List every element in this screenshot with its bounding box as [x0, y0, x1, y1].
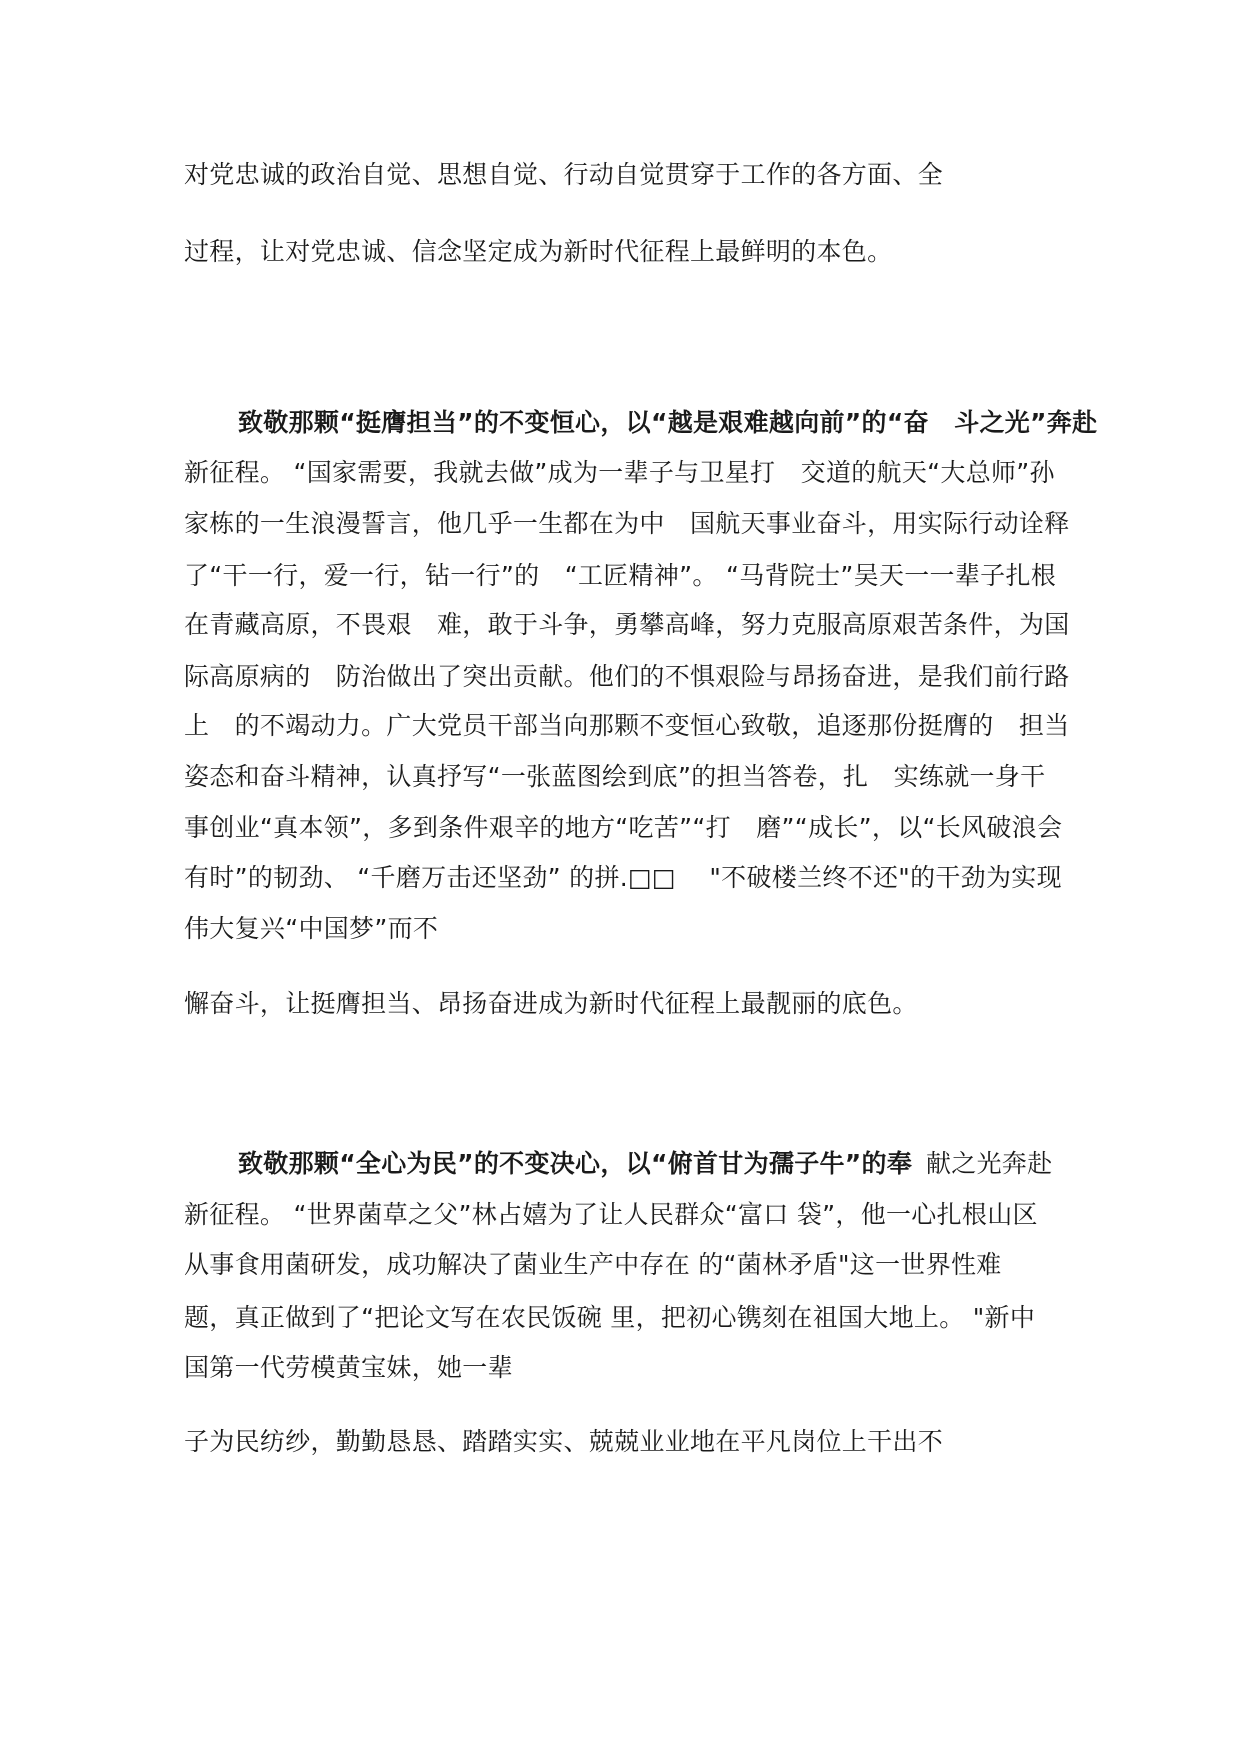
text-line: 在青藏高原，不畏艰 难，敢于斗争，勇攀高峰，努力克服高原艰苦条件，为国	[184, 610, 1070, 639]
text-line: 新征程。 “世界菌草之父”林占嬉为了让人民群众“富口 袋”，他一心扎根山区	[184, 1200, 1038, 1229]
text-line: 际高原病的 防治做出了突出贡献。他们的不惧艰险与昂扬奋进，是我们前行路	[184, 662, 1070, 691]
text-line: 姿态和奋斗精神，认真抒写“一张蓝图绘到底”的担当答卷，扎 实练就一身干	[184, 762, 1046, 791]
text-line: 了“干一行，爱一行，钻一行”的 “工匠精神”。 “马背院士”吴天一一辈子扎根	[184, 561, 1057, 590]
paragraph-lead-line: 致敬那颗“挺膺担当”的不变恒心，以“越是艰难越向前”的“奋 斗之光”奔赴	[238, 408, 1098, 437]
text-line: 上 的不竭动力。广大党员干部当向那颗不变恒心致敬，追逐那份挺膺的 担当	[184, 711, 1070, 740]
text-line: 伟大复兴“中国梦”而不	[184, 914, 439, 943]
text-line: 题，真正做到了“把论文写在农民饭碗 里，把初心镌刻在祖国大地上。 "新中	[184, 1303, 1036, 1332]
text-line: 对党忠诚的政治自觉、思想自觉、行动自觉贯穿于工作的各方面、全	[184, 160, 944, 189]
text-line: 过程，让对党忠诚、信念坚定成为新时代征程上最鲜明的本色。	[184, 237, 893, 266]
text-line: 新征程。 “国家需要，我就去做”成为一辈子与卫星打 交道的航天“大总师”孙	[184, 458, 1055, 487]
text-line: 事创业“真本领”，多到条件艰辛的地方“吃苦”“打 磨”“成长”，以“长风破浪会	[184, 813, 1063, 842]
text-line: 献之光奔赴	[926, 1149, 1053, 1178]
text-line: 有时”的韧劲、 “千磨万击还坚劲” 的拼.□□ "不破楼兰终不还"的干劲为实现	[184, 863, 1062, 892]
text-line: 家栋的一生浪漫誓言，他几乎一生都在为中 国航天事业奋斗，用实际行动诠释	[184, 509, 1070, 538]
text-line: 子为民纺纱，勤勤恳恳、踏踏实实、兢兢业业地在平凡岗位上干出不	[184, 1427, 944, 1456]
text-line: 国第一代劳模黄宝妹，她一辈	[184, 1353, 513, 1382]
paragraph-lead-line: 致敬那颗“全心为民”的不变决心，以“俯首甘为孺子牛”的奉	[238, 1149, 913, 1178]
text-line: 懈奋斗，让挺膺担当、昂扬奋进成为新时代征程上最靓丽的底色。	[184, 989, 918, 1018]
text-line: 从事食用菌研发，成功解决了菌业生产中存在 的“菌林矛盾"这一世界性难	[184, 1250, 1002, 1279]
